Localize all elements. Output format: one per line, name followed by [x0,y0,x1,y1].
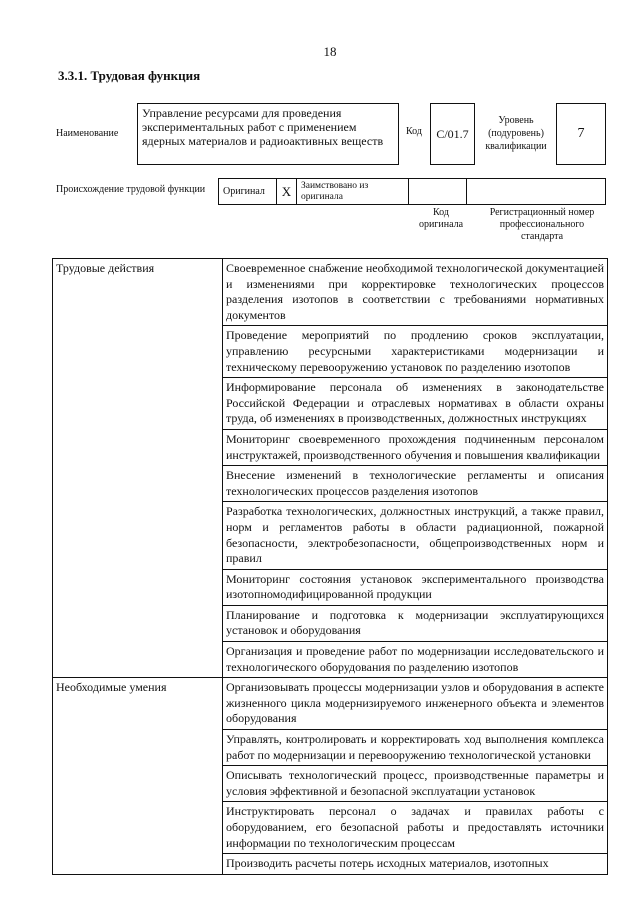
item-cell: Организация и проведение работ по модернизации исследовательского и технологического оборудования по разделению изотопов [223,642,608,678]
category-cell: Трудовые действия [53,259,223,678]
item-cell: Разработка технологических, должностных инструкций, а также правил, норм и регламентов работы в области радиационной, пожарной безопасности, электробезопасности, общепроизводственных норм и правил [223,502,608,569]
code-label: Код [406,126,422,137]
origin-label: Происхождение трудовой функции [56,184,206,195]
item-cell: Проведение мероприятий по продлению сроков эксплуатации, управлению ресурсными характеристиками модернизации и техническому перевооружению установок по разделению изотопов [223,326,608,378]
item-cell: Инструктировать персонал о задачах и правилах работы с оборудованием, его безопасной работы и предоставлять источники информации по технологическим процессам [223,802,608,854]
code-value-box: C/01.7 [430,103,475,165]
item-cell: Мониторинг своевременного прохождения подчиненным персоналом инструктажей, производственного обучения и повышения квалификации [223,429,608,465]
item-cell: Мониторинг состояния установок экспериментального производства изотопномодифицированной продукции [223,569,608,605]
item-cell: Организовывать процессы модернизации узлов и оборудования в аспекте жизненного цикла модернизируемого инженерного объекта и элементов оборудования [223,678,608,730]
item-cell: Внесение изменений в технологические регламенты и описания технологических процессов разделения изотопов [223,466,608,502]
name-label: Наименование [56,128,119,139]
original-mark: X [277,179,297,204]
code-original-cell [409,179,467,204]
category-cell: Необходимые умения [53,678,223,875]
borrowed-label: Заимствовано из оригинала [297,179,409,204]
origin-row [218,178,606,205]
level-label: Уровень (подуровень) квалификации [485,115,547,152]
table-row [53,678,608,730]
item-cell: Производить расчеты потерь исходных материалов, изотопных [223,854,608,875]
level-value-box: 7 [556,103,606,165]
section-heading: 3.3.1. Трудовая функция [58,68,201,83]
item-cell: Планирование и подготовка к модернизации эксплуатирующихся установок и оборудования [223,605,608,641]
caption-code-original: Код оригинала [418,207,464,230]
function-table [52,258,608,875]
item-cell: Описывать технологический процесс, производственные параметры и условия эффективной и безопасной эксплуатации установок [223,766,608,802]
original-label: Оригинал [219,179,277,204]
table-row [53,259,608,326]
reg-number-cell [467,179,605,204]
item-cell: Своевременное снабжение необходимой технологической документацией и изменениями при корректировке технологических процессов разделения изотопов в соответствии с требованиями нормативных документов [223,259,608,326]
name-value-box: Управление ресурсами для проведения экспериментальных работ с применением ядерных материалов и радиоактивных веществ [137,103,399,165]
caption-reg-number: Регистрационный номер профессионального стандарта [489,207,595,242]
item-cell: Управлять, контролировать и корректировать ход выполнения комплекса работ по модернизации и перевооружению технологической установки [223,730,608,766]
page-number: 18 [323,44,337,59]
item-cell: Информирование персонала об изменениях в законодательстве Российской Федерации и отраслевых нормативах в области охраны труда, об изменениях в производственных, должностных инструкциях [223,378,608,430]
